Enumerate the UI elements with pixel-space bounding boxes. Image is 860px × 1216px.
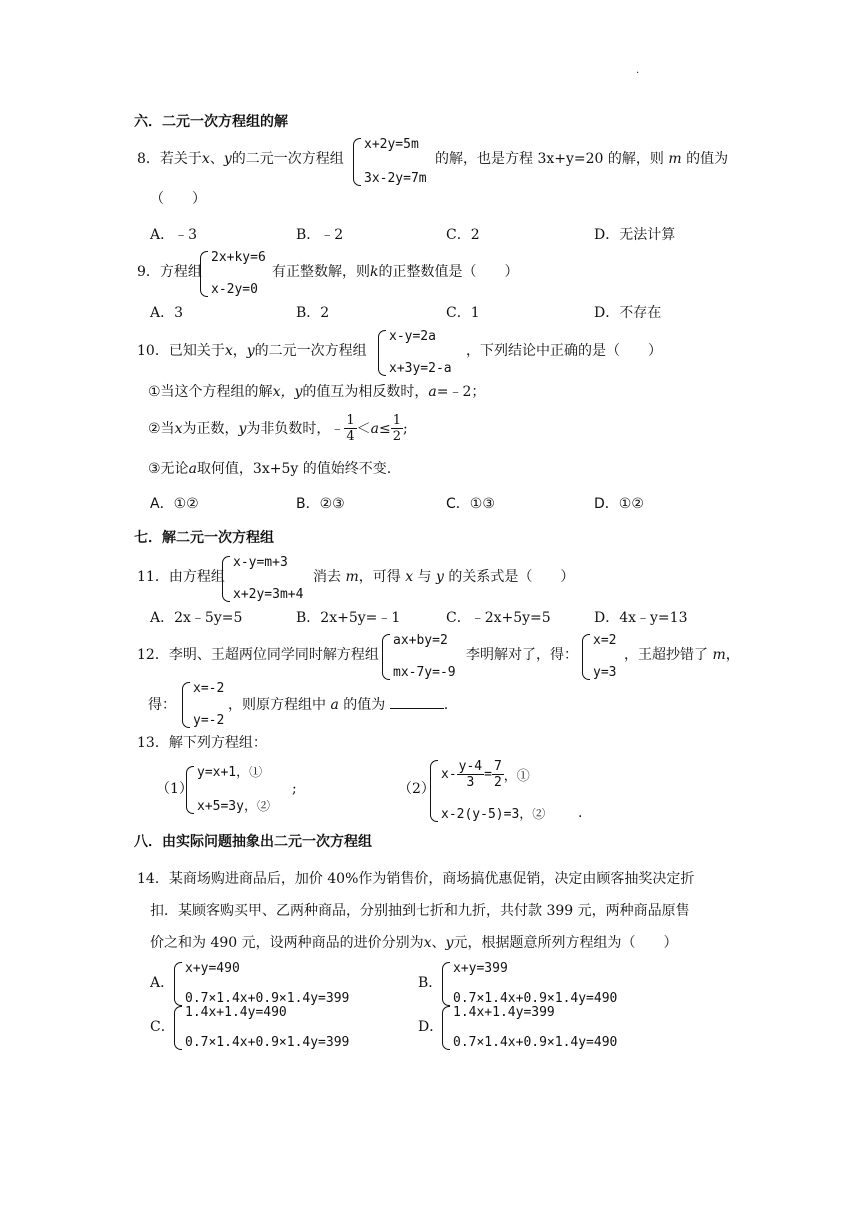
q12-got: 得：: [148, 697, 176, 713]
q10-brace: [378, 330, 386, 376]
q13-part1-label: （1）: [156, 781, 193, 797]
q11-post1: 消去: [313, 569, 341, 585]
q12-post2: 的值为: [343, 697, 386, 713]
q10-statement-3: [148, 462, 391, 476]
q14-line3-a: 价之和为 490 元，设两种商品的进价分别为: [150, 935, 424, 951]
q14-option-b[interactable]: [442, 962, 661, 1006]
q10-s2-lt: ＜: [356, 420, 371, 437]
q8-paren: （ ）: [150, 191, 206, 207]
q13-p2-frac-rhs-den: 2: [493, 775, 502, 790]
q9-post1: 有正整数解，则: [272, 264, 370, 280]
q14-a-brace: [174, 962, 182, 1006]
q12-var-a: a: [330, 697, 339, 713]
q10-f2-den: 2: [392, 429, 402, 444]
section-title-6: 六．二元一次方程组的解: [134, 114, 288, 130]
q12-eq1: ax+by=2: [393, 634, 448, 648]
q10-s2-le: ≤: [379, 420, 391, 437]
q13-p2-eq1: [441, 760, 545, 789]
section-title-7: 七．解二元一次方程组: [134, 530, 274, 546]
q11-option-b[interactable]: B．2x+5y=﹣1: [296, 610, 401, 626]
q10-s1-mid: 的值互为相反数时，: [302, 384, 429, 400]
q10-s2-var-x: x: [174, 420, 183, 437]
q10-s3-var-a: a: [188, 461, 197, 477]
q8-eq1: x+2y=5m: [364, 138, 419, 152]
q10-s1-text: ①当这个方程组的解: [148, 384, 273, 400]
q9-eq1: 2x+ky=6: [211, 251, 266, 265]
q14-d-brace: [442, 1006, 450, 1050]
q14-b-brace: [442, 962, 450, 1006]
q13-p1-eq2: x+5=3y，②: [197, 800, 270, 814]
q11-eq1: x-y=m+3: [233, 556, 288, 570]
q12-mid3: ，: [725, 647, 740, 663]
q12-brace-correct: [582, 634, 590, 680]
q10-s3-text: ③无论: [148, 461, 189, 477]
q10-f1-num: 1: [346, 413, 355, 428]
q8-option-b[interactable]: B．﹣2: [296, 227, 344, 243]
q11-var-m: m: [345, 569, 359, 585]
q11-system: [222, 556, 303, 602]
q9-option-b[interactable]: B．2: [296, 305, 330, 321]
q14-c-eq2: 0.7×1.4x+0.9×1.4y=399: [185, 1036, 350, 1050]
q11-var-y: y: [436, 569, 444, 585]
q8-eq2: 3x-2y=7m: [364, 172, 427, 186]
q8-post-text: 的解，也是方程 3x+y=20 的解，则: [435, 151, 664, 167]
q10-stem: [137, 344, 367, 358]
q9-option-d[interactable]: D．不存在: [594, 305, 662, 321]
q13-p2-frac-lhs: [457, 760, 484, 789]
q12-eq2: mx-7y=-9: [393, 666, 456, 680]
q11-option-d[interactable]: D．4x﹣y=13: [594, 610, 688, 626]
q13-p2-eq1-label: ，①: [503, 769, 530, 784]
q9-post: [272, 265, 518, 279]
q14-option-d[interactable]: [442, 1006, 661, 1050]
q11-eq2: x+2y=3m+4: [233, 588, 304, 602]
q11-post: [313, 570, 574, 584]
q10-s2-mid: 为正数，: [182, 420, 239, 437]
q13-p2-frac-lhs-den: 3: [466, 775, 475, 790]
q14-option-a-label[interactable]: A．: [150, 975, 175, 991]
q14-var-y: y: [445, 935, 454, 951]
q12-post: [228, 698, 448, 712]
q13-p2-frac-rhs-num: 7: [493, 759, 502, 774]
q14-c-brace: [174, 1006, 182, 1050]
q10-s1-end: =﹣2；: [436, 384, 486, 400]
q14-line3-sep: 、: [431, 935, 446, 951]
q13-part2-label: （2）: [398, 781, 435, 797]
q13-p2-frac-rhs: [492, 760, 504, 789]
q12-mid: 李明解对了，得：: [466, 647, 578, 663]
q10-statement-2: [148, 414, 408, 443]
q10-system: [378, 330, 452, 376]
q10-s1-var-a: a: [428, 384, 437, 400]
q12-wrong-solution: [182, 682, 224, 728]
q13-p2-brace: [430, 760, 438, 822]
q10-s2-text: ②当: [148, 420, 175, 437]
q12-sol-y: y=3: [593, 666, 617, 680]
q14-a-eq1: x+y=490: [185, 962, 240, 976]
q12-post1: ，则原方程组中: [228, 697, 326, 713]
q8-option-c[interactable]: C．2: [446, 227, 480, 243]
q9-var-k: k: [370, 264, 379, 280]
q10-s2-cond: 为非负数时，﹣: [246, 420, 345, 437]
q12-correct-solution: [582, 634, 616, 680]
q13-part2-system: [430, 760, 545, 822]
q10-option-b[interactable]: B．②③: [296, 496, 345, 512]
q9-pre: 9．方程组: [137, 264, 202, 280]
q14-line2: 扣．某顾客购买甲、乙两种商品，分别抽到七折和九折，共付款 399 元，两种商品原售: [150, 903, 690, 919]
q10-s2-var-y: y: [238, 420, 247, 437]
q10-option-c[interactable]: C．①③: [446, 496, 495, 512]
q14-line3: [150, 936, 677, 950]
q14-d-eq2: 0.7×1.4x+0.9×1.4y=490: [453, 1036, 618, 1050]
q13-p1-brace: [186, 766, 194, 814]
q13-p2-frac-lhs-num: y-4: [458, 759, 483, 774]
q14-var-x: x: [423, 935, 432, 951]
q12-post3: .: [443, 697, 449, 713]
q12-answer-blank[interactable]: [390, 708, 444, 709]
q14-line1: 14．某商场购进商品后，加价 40%作为销售价，商场搞优惠促销，决定由顾客抽奖决定折: [137, 871, 695, 887]
q9-system: [200, 251, 266, 297]
q14-a-eq2: 0.7×1.4x+0.9×1.4y=399: [185, 992, 350, 1006]
q12-mid2: [624, 648, 740, 662]
q14-d-eq1: 1.4x+1.4y=399: [453, 1006, 555, 1020]
q14-option-b-label[interactable]: B．: [418, 975, 443, 991]
q13-p2-eq1-equals: =: [484, 767, 492, 782]
q12-wrong-y: y=-2: [193, 714, 225, 728]
q10-post: ，下列结论中正确的是（ ）: [466, 343, 662, 359]
q12-wrong-x: x=-2: [193, 682, 225, 696]
q12-pre: 12．李明、王超两位同学同时解方程组: [137, 647, 379, 663]
q8-post: [435, 152, 728, 166]
q14-c-eq1: 1.4x+1.4y=490: [185, 1006, 287, 1020]
q8-tail: 的值为: [686, 151, 729, 167]
q10-option-a[interactable]: A．①②: [150, 496, 199, 512]
q14-option-d-label[interactable]: D．: [418, 1019, 444, 1035]
q13-part1-system: [186, 766, 270, 814]
q9-option-c[interactable]: C．1: [446, 305, 480, 321]
q11-post4: 的关系式是（ ）: [448, 569, 575, 585]
q8-var-x: x: [201, 151, 210, 167]
q11-post3: 与: [417, 569, 432, 585]
q11-brace: [222, 556, 230, 602]
q10-s1-vars: x，y: [272, 384, 303, 400]
q12-mid2-text: ，王超抄错了: [624, 647, 708, 663]
q10-statement-1: [148, 385, 485, 399]
q10-s2-end: ;: [403, 420, 408, 437]
q10-var-y: y: [246, 343, 255, 359]
q11-pre: 11．由方程组: [137, 569, 225, 585]
q9-brace: [200, 251, 208, 297]
q11-option-a[interactable]: A．2x﹣5y=5: [150, 610, 243, 626]
q8-system: [353, 138, 427, 186]
q12-brace: [382, 634, 390, 680]
q10-fraction-2: [391, 414, 403, 443]
q10-option-d[interactable]: D．①②: [594, 496, 644, 512]
q10-s3-rest: 取何值，3x+5y 的值始终不变.: [196, 461, 392, 477]
q14-line3-c: 元，根据题意所列方程组为（ ）: [453, 935, 678, 951]
q13-part1-end: ;: [292, 781, 297, 797]
q14-b-eq1: x+y=399: [453, 962, 508, 976]
q10-eq2: x+3y=2-a: [389, 362, 452, 376]
q14-option-c[interactable]: [174, 1006, 393, 1050]
q9-eq2: x-2y=0: [211, 283, 258, 297]
q12-brace-wrong: [182, 682, 190, 728]
q8-mid: 的二元一次方程组: [231, 151, 344, 167]
q14-b-eq2: 0.7×1.4x+0.9×1.4y=490: [453, 992, 618, 1006]
q13-part2-end: .: [578, 805, 583, 821]
q8-brace: [353, 138, 361, 186]
q13-p1-eq1: y=x+1，①: [197, 766, 263, 780]
q14-option-c-label[interactable]: C．: [150, 1019, 175, 1035]
q8-var-y: y: [223, 151, 232, 167]
q8-option-d[interactable]: D．无法计算: [594, 227, 676, 243]
q12-var-m: m: [712, 647, 726, 663]
q12-system: [382, 634, 456, 680]
q10-var-x: x: [224, 343, 233, 359]
q10-eq1: x-y=2a: [389, 330, 436, 344]
q10-fraction-1: [344, 414, 356, 443]
q11-option-c[interactable]: C．﹣2x+5y=5: [446, 610, 551, 626]
q10-mid: 的二元一次方程组: [254, 343, 367, 359]
q9-post2: 的正整数值是（ ）: [378, 264, 519, 280]
q12-sol-x: x=2: [593, 634, 617, 648]
section-title-8: 八．由实际问题抽象出二元一次方程组: [134, 834, 372, 850]
corner-mark: .: [636, 65, 640, 76]
q10-f1-den: 4: [346, 429, 355, 444]
q11-var-x: x: [405, 569, 414, 585]
q10-sep: ，: [232, 343, 247, 359]
q13-p2-eq1-lhs: x-: [441, 767, 457, 782]
q10-pre: 10．已知关于: [137, 343, 225, 359]
q9-option-a[interactable]: A．3: [150, 305, 184, 321]
q8-option-a[interactable]: A．﹣3: [150, 227, 198, 243]
q13-p2-eq2: x-2(y-5)=3，②: [441, 808, 546, 822]
q10-s2-var-a: a: [370, 420, 380, 437]
q8-pre: 8．若关于: [137, 151, 202, 167]
q13-title: 13．解下列方程组：: [137, 735, 267, 751]
q8-var-m: m: [668, 151, 682, 167]
q14-option-a[interactable]: [174, 962, 393, 1006]
q10-f2-num: 1: [392, 413, 402, 428]
q8-sep: 、: [209, 151, 224, 167]
q8-stem: [137, 152, 344, 166]
q11-post2: ，可得: [358, 569, 401, 585]
